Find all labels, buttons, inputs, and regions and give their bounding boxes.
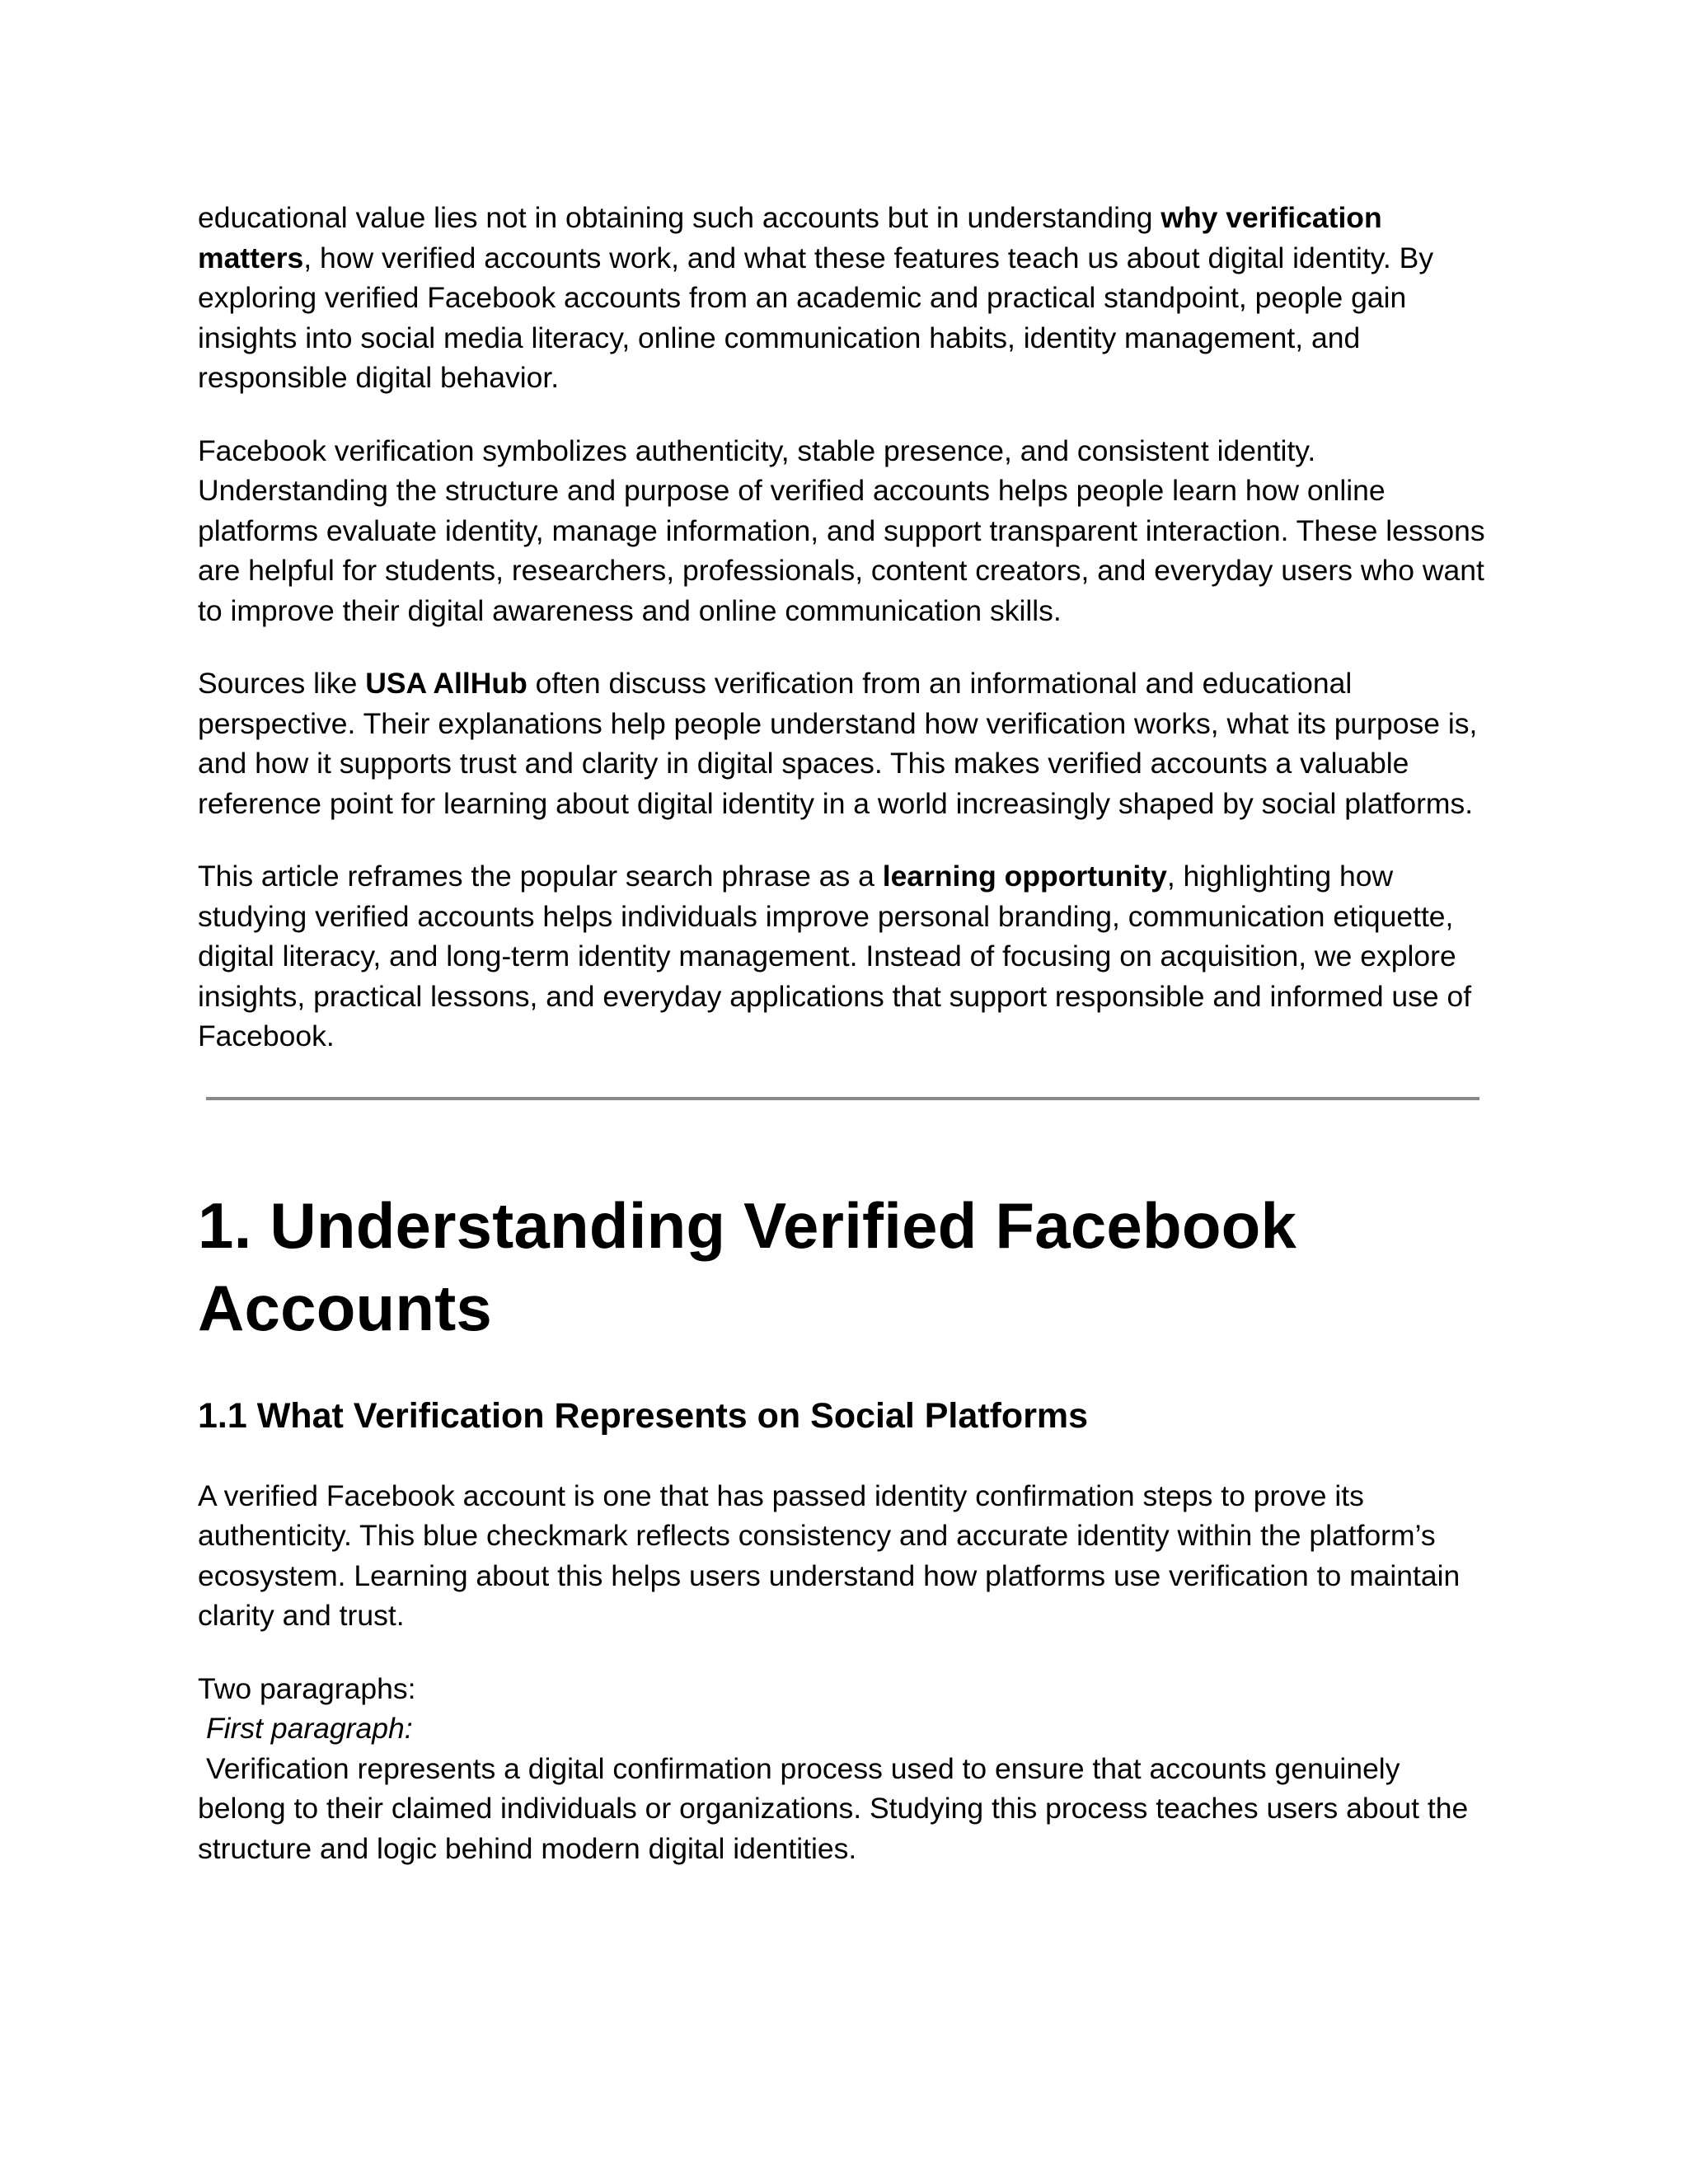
text-run: , how verified accounts work, and what these features teach us about digital identity. By exploring verified Facebook accounts from an academic and practical standpoint, people gain insights into social media literacy, online communication habits, identity management, and responsible digital behavior. [198, 241, 1434, 394]
verification-paragraph: Verification represents a digital confirmation process used to ensure that accounts genuinely belong to their claimed individuals or organizations. Studying this process teaches users about the structure and logic behind modern digital identities. [198, 1751, 1469, 1865]
intro-paragraph-2: Facebook verification symbolizes authenticity, stable presence, and consistent identity. Understanding the structure and purpose of verified accounts helps people learn how online platforms evaluate identity, manage information, and support transparent interaction. These lessons are helpful for students, researchers, professionals, content creators, and everyday users who want to improve their digital awareness and online communication skills. [198, 434, 1485, 627]
subsection-heading: 1.1 What Verification Represents on Social Platforms [198, 1395, 1089, 1436]
subsection-paragraph-2 [198, 1669, 1488, 1869]
bold-text: learning opportunity [882, 860, 1167, 893]
intro-paragraph-1 [198, 198, 1488, 398]
text-run: educational value lies not in obtaining such accounts but in understanding [198, 201, 1161, 234]
text-run: often discuss verification from an informational and educational perspective. Their explanations help people understand how verification works, what its purpose is, and how it supports trust and clarity in digital spaces. This makes verified accounts a valuable reference point for learning about digital identity in a world increasingly shaped by social platforms. [198, 667, 1478, 820]
horizontal-divider [206, 1097, 1479, 1100]
text-run: This article reframes the popular search phrase as a [198, 860, 883, 893]
two-paragraphs-label: Two paragraphs: [198, 1671, 416, 1705]
heading-line: 1. Understanding Verified Facebook [198, 1188, 1297, 1262]
heading-line: Accounts [198, 1271, 492, 1344]
text-run: Sources like [198, 667, 366, 700]
section-heading [198, 1184, 1488, 1349]
subsection-paragraph-1: A verified Facebook account is one that has passed identity confirmation steps to prove its authenticity. This blue checkmark reflects consistency and accurate identity within the platform’s ecosystem. Learning about this helps users understand how platforms use verification to maintain clarity and trust. [198, 1479, 1461, 1632]
intro-paragraph-3 [198, 663, 1488, 823]
document-page [198, 198, 1488, 1901]
intro-paragraph-4 [198, 856, 1488, 1057]
bold-text: USA AllHub [365, 667, 528, 700]
first-paragraph-label: First paragraph: [206, 1712, 413, 1745]
bold-text: why verification matters [198, 201, 1382, 274]
text-run: , highlighting how studying verified accounts helps individuals improve personal branding, communication etiquette, digital literacy, and long-term identity management. Instead of focusing on acquisition, we explore insights, practical lessons, and everyday applications that support responsible and informed use of Facebook. [198, 860, 1472, 1052]
